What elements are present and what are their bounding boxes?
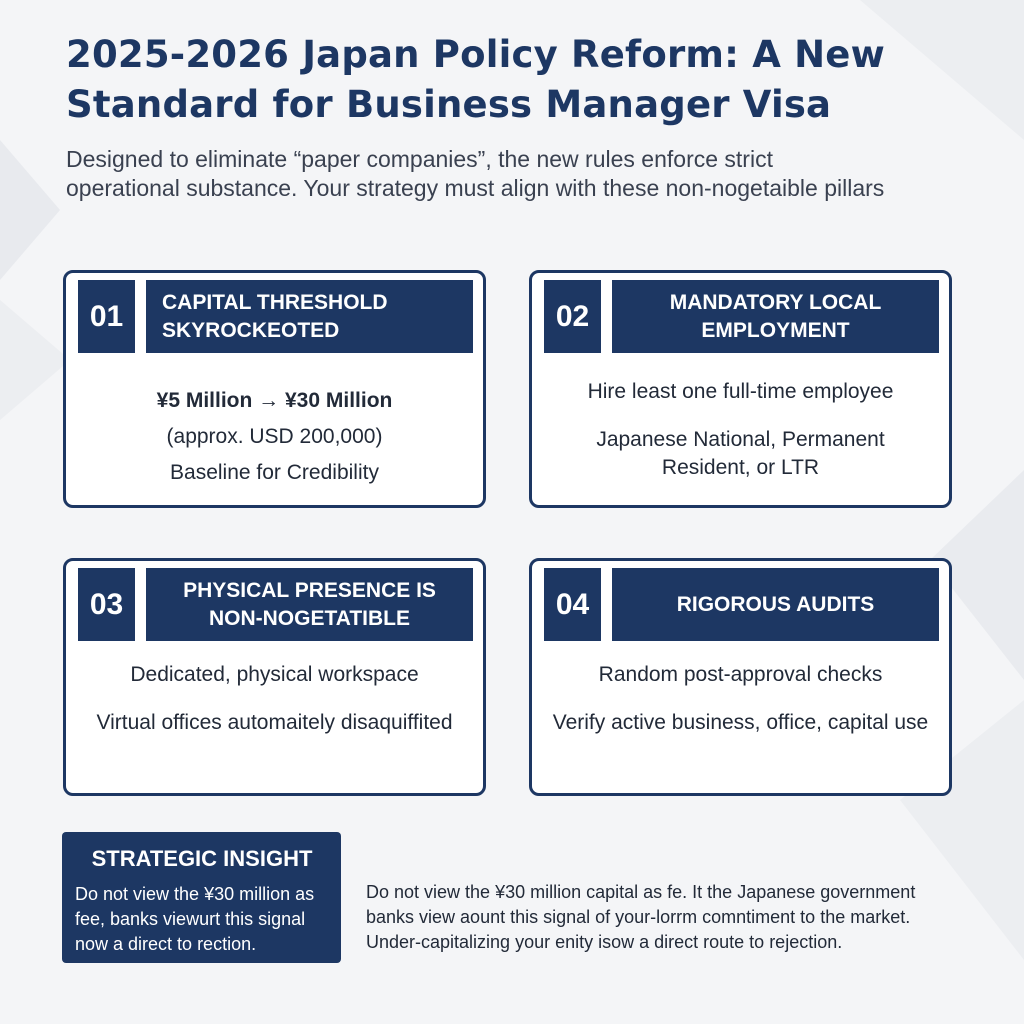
audit-verification-text: Verify active business, office, capital use [552, 711, 929, 734]
pillar-title-line-1: CAPITAL THRESHOLD [162, 290, 388, 314]
page-title-line-1: 2025-2026 Japan Policy Reform: A New [66, 33, 885, 76]
subtitle-line-2: operational substance. Your strategy must align with these non-nogetaible pillars [66, 175, 885, 201]
pillar-title-line-2: NON-NOGETATIBLE [208, 606, 411, 630]
pillar-number-badge: 04 [544, 568, 601, 641]
pillar-title-line-1: PHYSICAL PRESENCE IS [183, 578, 436, 602]
pillar-number-badge: 02 [544, 280, 601, 353]
pillar-title-bar [612, 568, 939, 641]
pillar-title-bar [146, 568, 473, 641]
pillar-number-badge: 03 [78, 568, 135, 641]
pillar-body [532, 378, 949, 482]
insight-note-line-2: banks view aount this signal of your-lorrm comntiment to the market. [366, 907, 911, 927]
pillar-card-physical-presence [63, 558, 486, 796]
capital-usd-text: (approx. USD 200,000) [166, 425, 383, 448]
strategic-insight-note [366, 880, 986, 955]
insight-text-line-1: Do not view the ¥30 million as [75, 884, 315, 904]
pillar-title-line-2: EMPLOYMENT [701, 318, 850, 342]
pillar-title-line-1: RIGOROUS AUDITS [676, 592, 875, 616]
strategic-insight-box [62, 832, 341, 963]
strategic-insight-text [75, 882, 329, 957]
insight-note-line-3: Under-capitalizing your enity isow a direct route to rejection. [366, 932, 843, 952]
pillar-card-capital [63, 270, 486, 508]
virtual-office-note-text: Virtual offices automaitely disaquiffited [96, 711, 453, 734]
strategic-insight-title: STRATEGIC INSIGHT [91, 846, 313, 871]
pillar-card-audits [529, 558, 952, 796]
pillar-card-employment [529, 270, 952, 508]
pillar-body [66, 661, 483, 737]
employment-eligibility-line-1: Japanese National, Permanent [596, 428, 885, 451]
insight-note-line-1: Do not view the ¥30 million capital as fe. It the Japanese government [366, 882, 916, 902]
audit-checks-text: Random post-approval checks [598, 663, 883, 686]
page-title-line-2: Standard for Business Manager Visa [66, 83, 832, 126]
subtitle-line-1: Designed to eliminate “paper companies”, the new rules enforce strict [66, 146, 773, 172]
pillar-title-line-1: MANDATORY LOCAL [669, 290, 882, 314]
insight-text-line-2: fee, banks viewurt this signal [75, 909, 306, 929]
page-title [66, 30, 966, 130]
insight-text-line-3: now a direct to rection. [75, 934, 257, 954]
pillar-number-badge: 01 [78, 280, 135, 353]
pillar-title-line-2: SKYROCKEOTED [162, 318, 340, 342]
capital-note-text: Baseline for Credibility [170, 461, 379, 484]
pillar-title-bar [146, 280, 473, 353]
pillar-title-bar [612, 280, 939, 353]
pillar-body [532, 661, 949, 737]
pillar-body [66, 387, 483, 487]
employment-eligibility-line-2: Resident, or LTR [661, 456, 820, 479]
employment-requirement-text: Hire least one full-time employee [587, 380, 894, 403]
capital-change-text: ¥5 Million → ¥30 Million [156, 389, 393, 412]
page-subtitle [66, 145, 996, 203]
workspace-requirement-text: Dedicated, physical workspace [130, 663, 419, 686]
